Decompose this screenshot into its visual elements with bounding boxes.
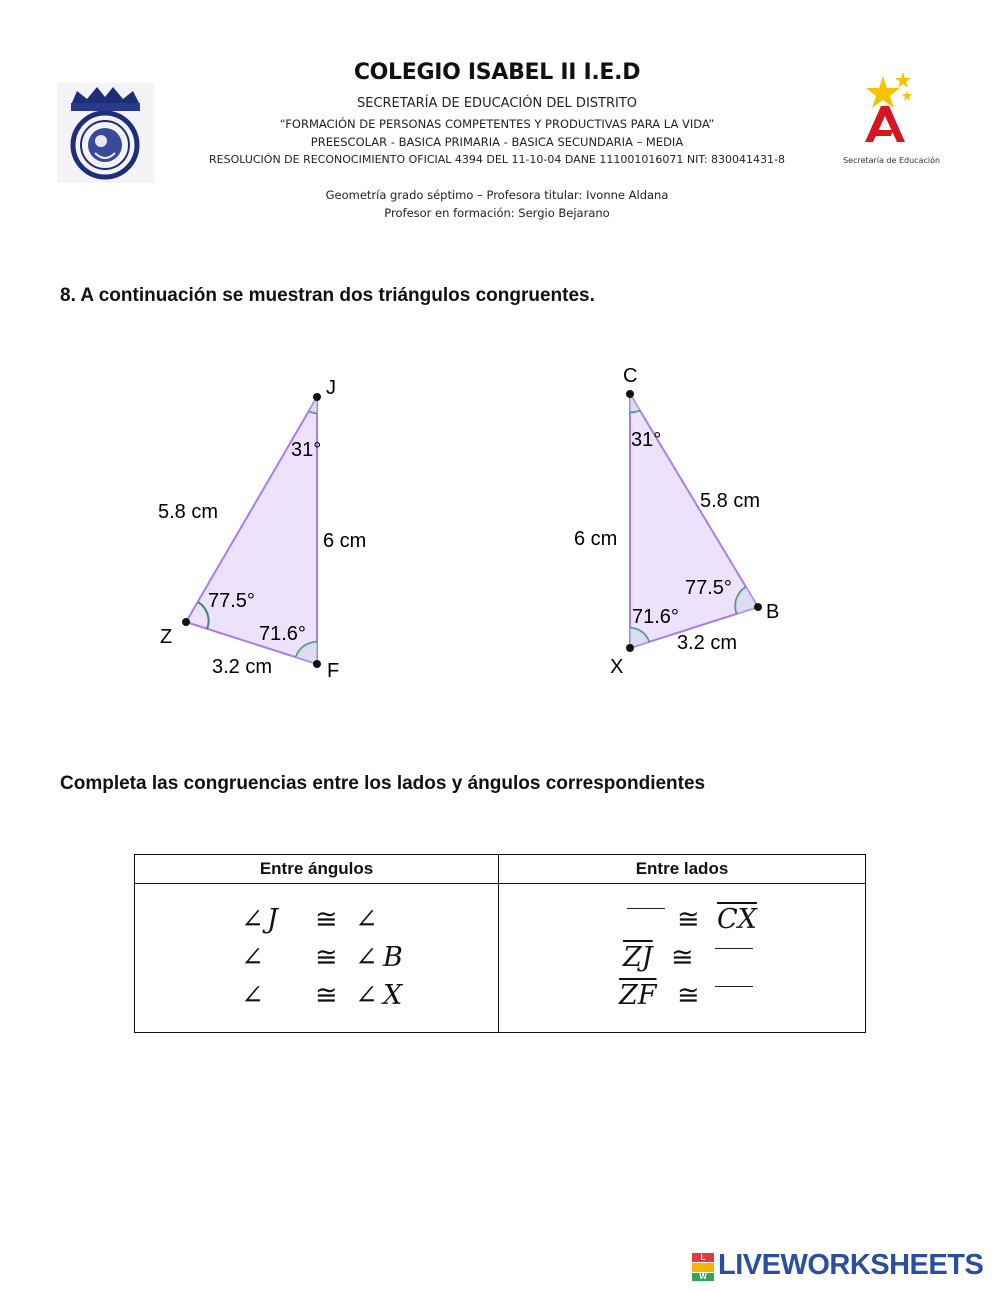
header-sides: Entre lados — [499, 855, 866, 884]
congruent-symbol: ≅ — [677, 980, 700, 1011]
label-vertex-f: F — [327, 660, 340, 682]
liveworksheets-badge — [692, 1253, 714, 1281]
header-line-6: Profesor en formación: Sergio Bejarano — [384, 206, 610, 220]
side-zj: $\overline{ZJ}$ — [623, 942, 653, 973]
blank-side-2[interactable] — [715, 948, 753, 949]
angle-var-x: X — [383, 980, 403, 1011]
badge-letter-w: W — [692, 1273, 714, 1281]
label-vertex-x: X — [610, 656, 624, 678]
label-vertex-z: Z — [160, 626, 173, 648]
label-vertex-b: B — [766, 601, 780, 623]
badge-letter-l: L — [692, 1253, 714, 1262]
label-side-xb: 3.2 cm — [677, 632, 738, 654]
angle-symbol: ∠ — [355, 942, 378, 973]
vertex-dot-b — [754, 603, 762, 611]
label-side-cb: 5.8 cm — [700, 490, 761, 512]
angles-cell — [135, 884, 499, 1033]
header-line-5: Geometría grado séptimo – Profesora titular: Ivonne Aldana — [325, 188, 669, 202]
header-line-1: SECRETARÍA DE EDUCACIÓN DEL DISTRITO — [356, 96, 638, 111]
secretaria-educacion-logo — [845, 70, 940, 172]
vertex-dot-c — [626, 390, 634, 398]
label-angle-x: 71.6° — [632, 606, 679, 628]
header-line-3: PREESCOLAR - BASICA PRIMARIA - BASICA SECUNDARIA – MEDIA — [310, 135, 684, 149]
angle-var-b: B — [383, 942, 403, 973]
header-angles: Entre ángulos — [135, 855, 499, 884]
sides-cell — [499, 884, 866, 1033]
congruent-symbol: ≅ — [677, 904, 700, 935]
question-text: 8. A continuación se muestran dos triángulos congruentes. — [60, 285, 595, 306]
label-side-zj: 5.8 cm — [158, 501, 219, 523]
liveworksheets-watermark — [692, 1249, 992, 1285]
angle-symbol: ∠ — [241, 980, 264, 1011]
school-name: COLEGIO ISABEL II I.E.D — [353, 60, 641, 85]
instruction-text: Completa las congruencias entre los lados y ángulos correspondientes — [60, 773, 706, 794]
label-side-jf: 6 cm — [323, 530, 367, 552]
label-angle-j: 31° — [291, 439, 322, 461]
school-crest-logo — [57, 83, 154, 183]
vertex-dot-j — [313, 393, 321, 401]
label-angle-b: 77.5° — [685, 577, 732, 599]
congruent-symbol: ≅ — [315, 904, 338, 935]
header-line-2: “FORMACIÓN DE PERSONAS COMPETENTES Y PRODUCTIVAS PARA LA VIDA” — [279, 117, 715, 131]
angle-symbol: ∠ — [355, 980, 378, 1011]
side-zf: $\overline{ZF}$ — [619, 980, 657, 1011]
congruent-symbol: ≅ — [315, 942, 338, 973]
vertex-dot-f — [313, 660, 321, 668]
label-vertex-c: C — [623, 365, 638, 387]
congruent-triangles-figure — [0, 340, 1000, 700]
label-angle-f: 71.6° — [259, 623, 306, 645]
blank-side-1[interactable] — [627, 908, 665, 909]
blank-side-3[interactable] — [715, 986, 753, 987]
angle-symbol: ∠ — [355, 904, 378, 935]
vertex-dot-z — [182, 618, 190, 626]
header-line-4: RESOLUCIÓN DE RECONOCIMIENTO OFICIAL 4394 DEL 11-10-04 DANE 111001016071 NIT: 830041431-8 — [209, 153, 785, 166]
vertex-dot-x — [626, 644, 634, 652]
label-side-zf: 3.2 cm — [212, 656, 273, 678]
label-angle-c: 31° — [631, 429, 662, 451]
label-side-cx: 6 cm — [574, 528, 618, 550]
side-cx: $\overline{CX}$ — [717, 904, 757, 935]
liveworksheets-text: LIVEWORKSHEETS — [718, 1249, 984, 1281]
label-angle-z: 77.5° — [208, 590, 255, 612]
congruent-symbol: ≅ — [671, 942, 694, 973]
label-vertex-j: J — [326, 377, 336, 399]
congruence-table — [134, 854, 866, 1033]
angle-var-j: J — [267, 904, 278, 935]
angle-symbol: ∠ — [241, 942, 264, 973]
secretaria-caption: Secretaría de Educación — [843, 156, 941, 165]
angle-symbol: ∠ — [241, 904, 264, 935]
congruent-symbol: ≅ — [315, 980, 338, 1011]
